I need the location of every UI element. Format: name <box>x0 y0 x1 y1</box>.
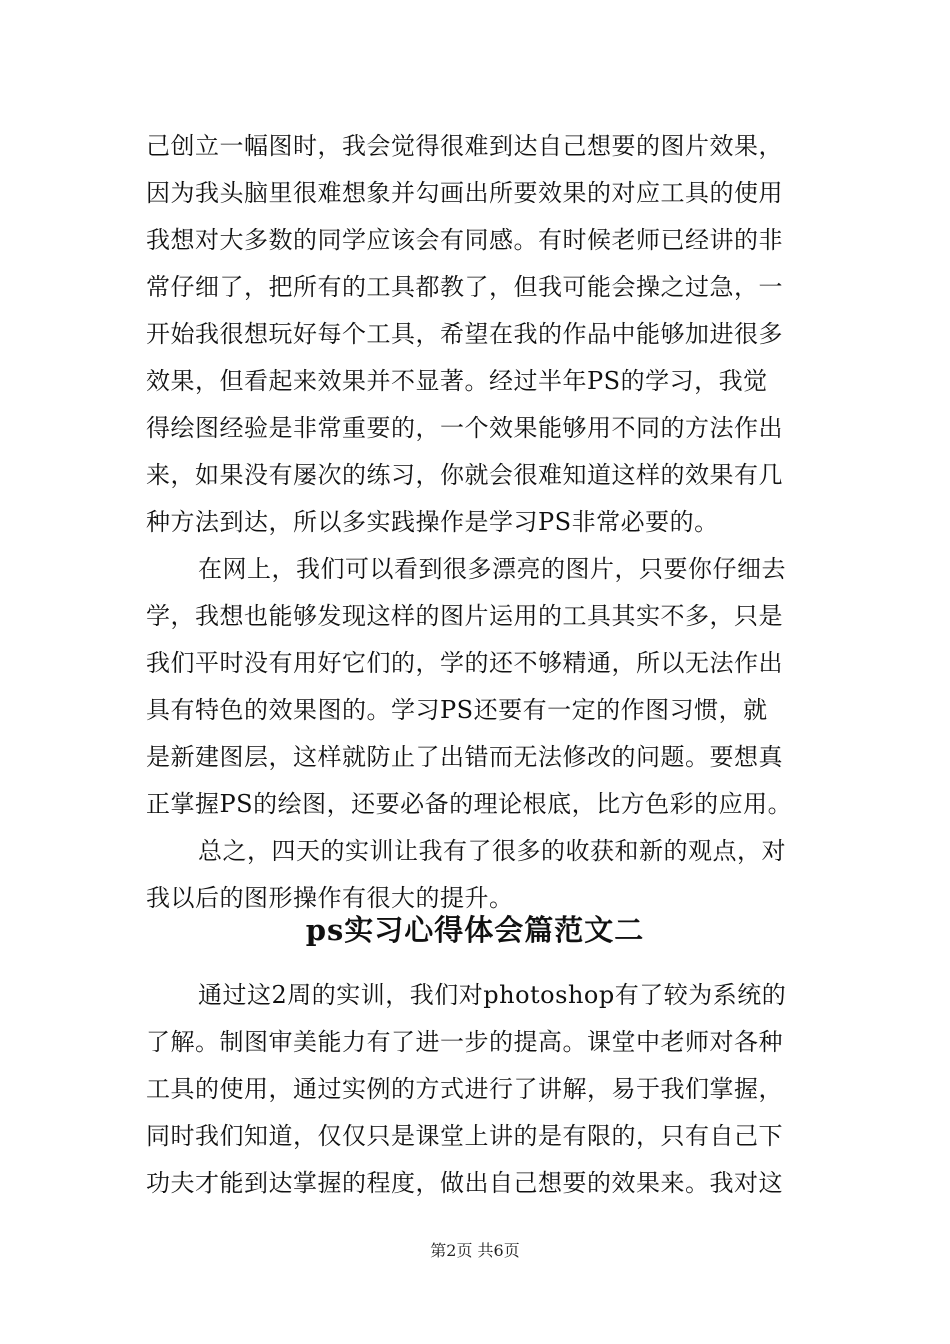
text-line: 工具的使用，通过实例的方式进行了讲解，易于我们掌握， <box>146 1075 783 1103</box>
section-heading: ps实习心得体会篇范文二 <box>305 913 645 947</box>
text-line: 正掌握PS的绘图，还要必备的理论根底，比方色彩的应用。 <box>146 790 793 818</box>
text-line: 了解。制图审美能力有了进一步的提高。课堂中老师对各种 <box>146 1028 783 1056</box>
text-line: 同时我们知道，仅仅只是课堂上讲的是有限的，只有自己下 <box>146 1122 783 1150</box>
text-line: 常仔细了，把所有的工具都教了，但我可能会操之过急，一 <box>146 273 783 301</box>
text-line: 种方法到达，所以多实践操作是学习PS非常必要的。 <box>146 508 719 536</box>
body-text-section-1 <box>146 123 810 922</box>
text-line: 得绘图经验是非常重要的，一个效果能够用不同的方法作出 <box>146 414 783 442</box>
body-text-section-2 <box>146 972 810 1207</box>
paragraph-start-line: 总之，四天的实训让我有了很多的收获和新的观点，对 <box>198 837 786 865</box>
text-line: 因为我头脑里很难想象并勾画出所要效果的对应工具的使用 <box>146 179 783 207</box>
text-line: 是新建图层，这样就防止了出错而无法修改的问题。要想真 <box>146 743 783 771</box>
text-line: 效果，但看起来效果并不显著。经过半年PS的学习，我觉 <box>146 367 768 395</box>
page-number-footer: 第2页 共6页 <box>430 1241 520 1260</box>
paragraph-start-line: 在网上，我们可以看到很多漂亮的图片，只要你仔细去 <box>198 555 786 583</box>
text-line: 来，如果没有屡次的练习，你就会很难知道这样的效果有几 <box>146 461 783 489</box>
text-line: 己创立一幅图时，我会觉得很难到达自己想要的图片效果， <box>146 132 783 160</box>
text-line: 学，我想也能够发现这样的图片运用的工具其实不多，只是 <box>146 602 783 630</box>
text-line: 我想对大多数的同学应该会有同感。有时候老师已经讲的非 <box>146 226 783 254</box>
text-line: 开始我很想玩好每个工具，希望在我的作品中能够加进很多 <box>146 320 783 348</box>
text-line: 具有特色的效果图的。学习PS还要有一定的作图习惯，就 <box>146 696 768 724</box>
paragraph-start-line: 通过这2周的实训，我们对photoshop有了较为系统的 <box>198 981 787 1009</box>
text-line: 我以后的图形操作有很大的提升。 <box>146 884 514 912</box>
text-line: 我们平时没有用好它们的，学的还不够精通，所以无法作出 <box>146 649 783 677</box>
text-line: 功夫才能到达掌握的程度，做出自己想要的效果来。我对这 <box>146 1169 783 1197</box>
